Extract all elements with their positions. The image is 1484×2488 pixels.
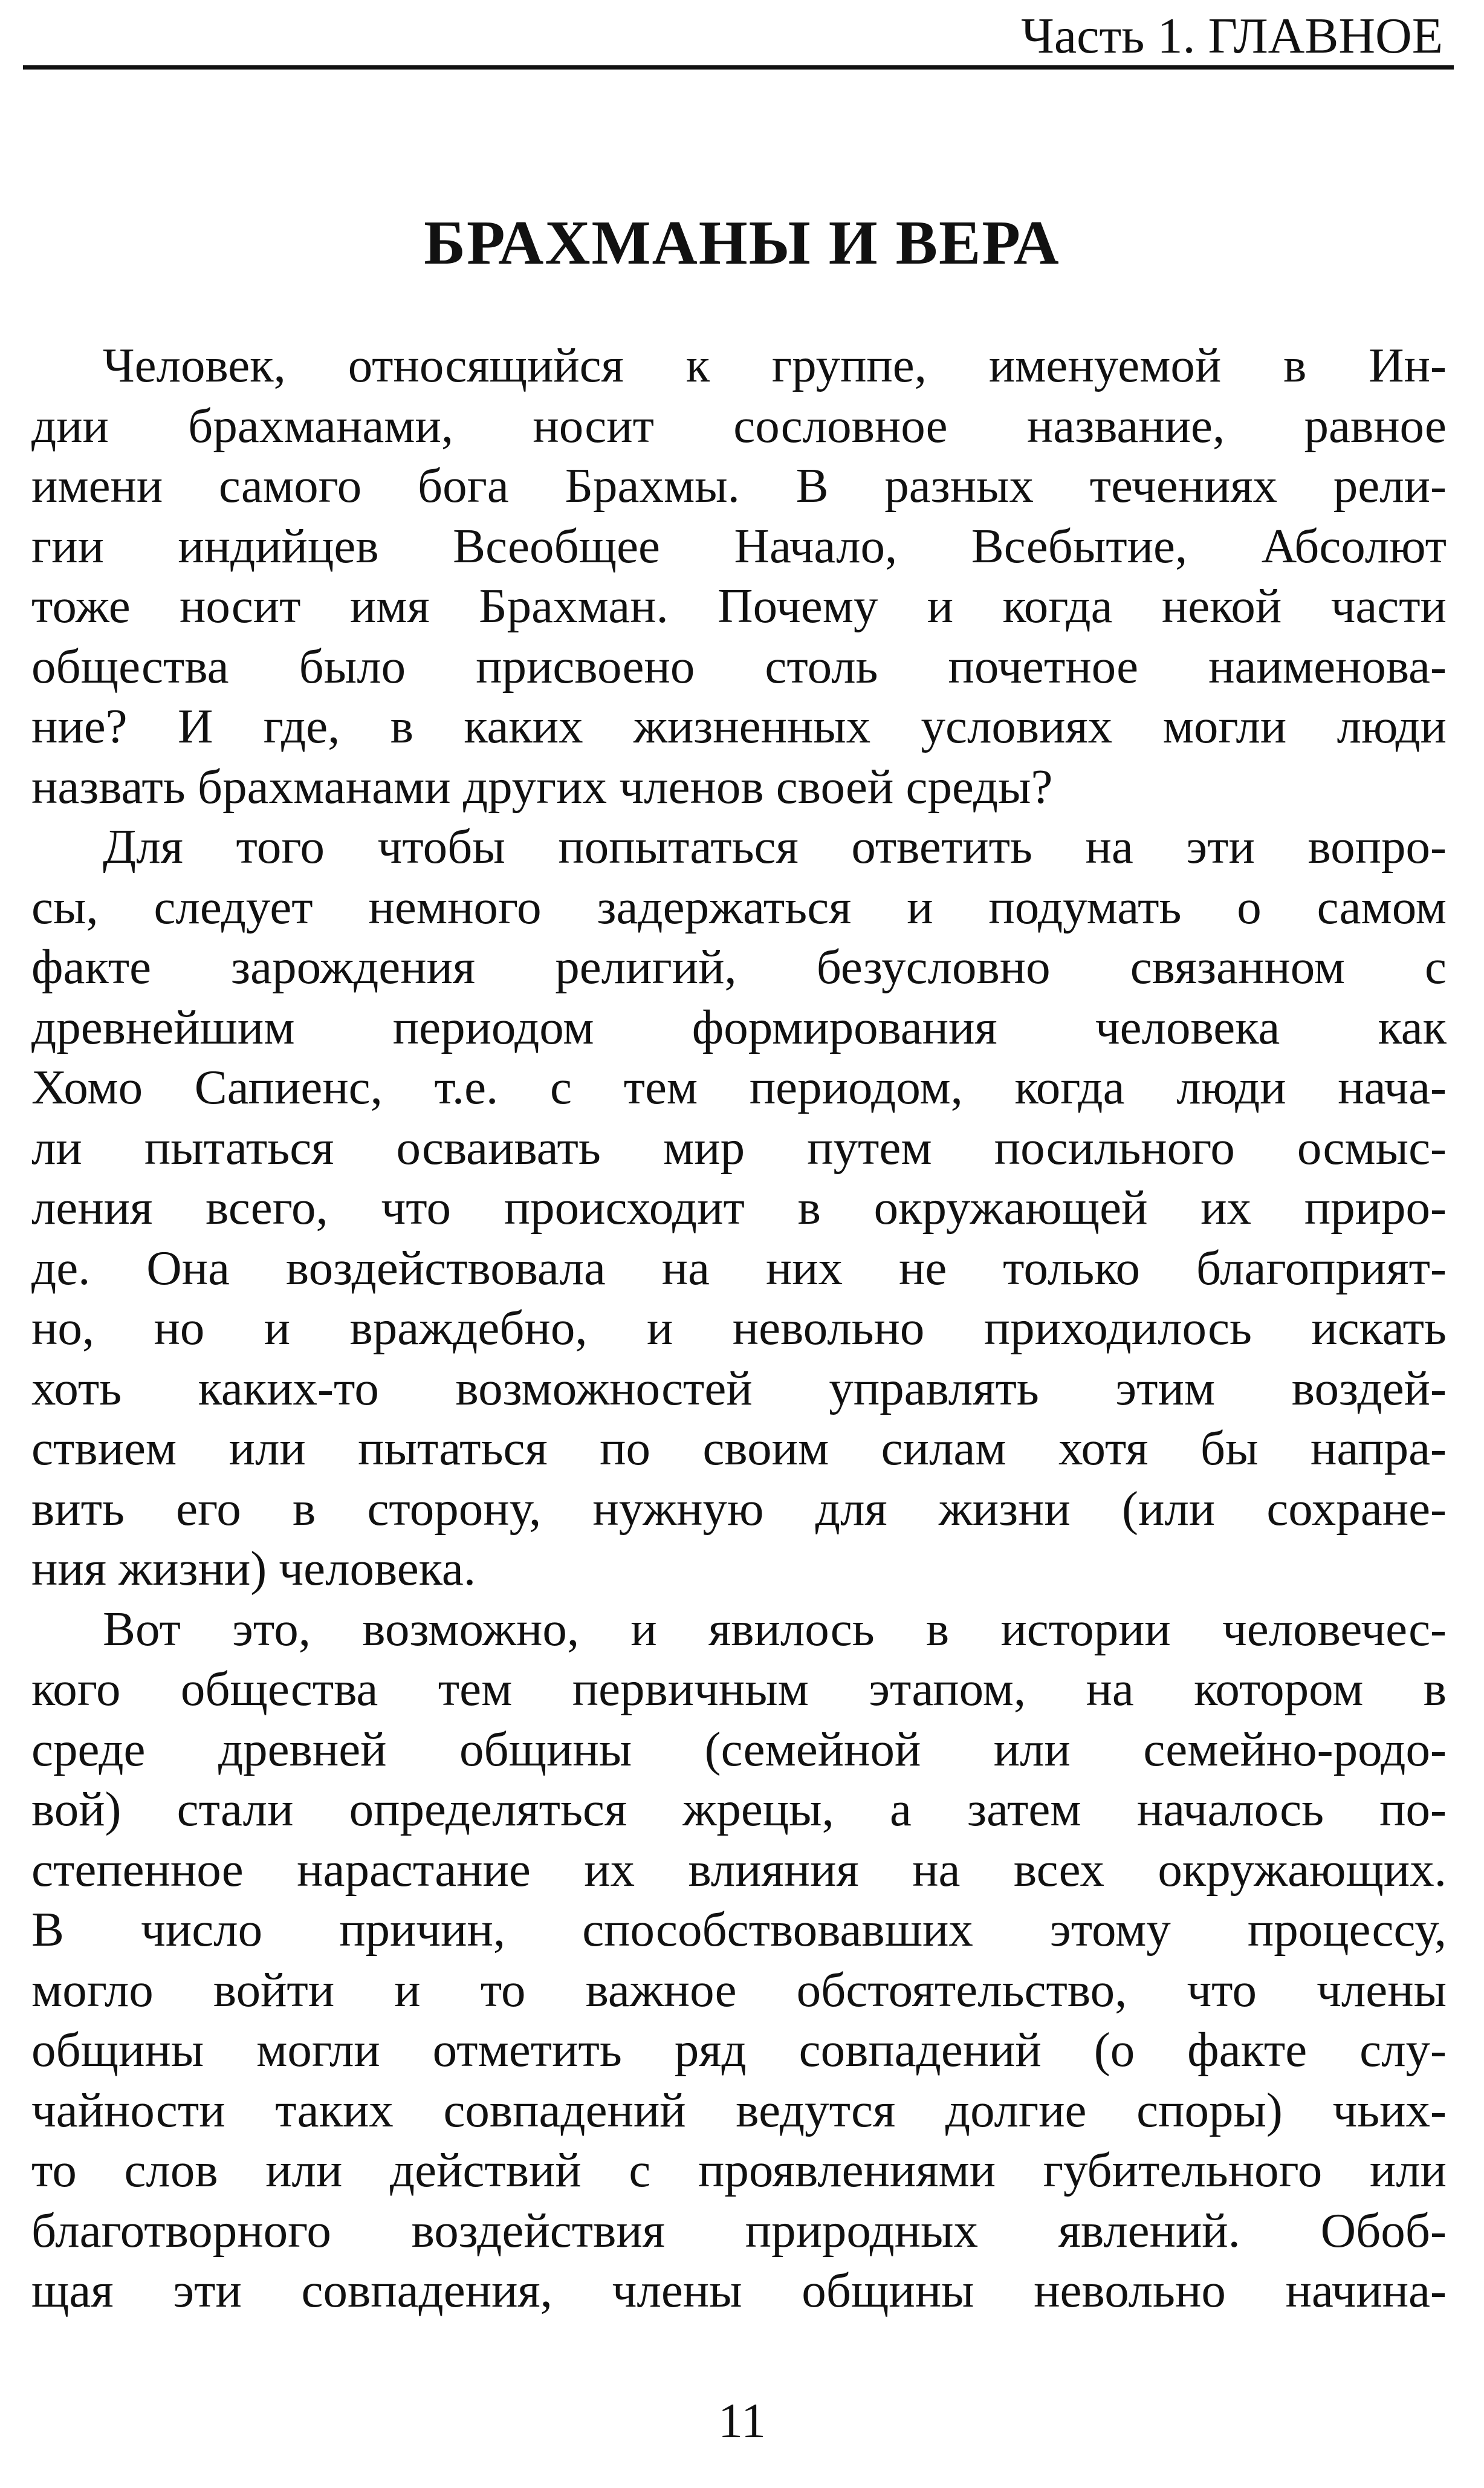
paragraph: [31, 336, 1447, 817]
body-text: [31, 336, 1447, 2321]
text-line: благотворного воздействия природных явлений. Обоб-: [31, 2203, 1447, 2258]
text-line: дии брахманами, носит сословное название, равное: [31, 398, 1447, 453]
text-line: де. Она воздействовала на них не только благоприят-: [31, 1240, 1447, 1295]
text-line: назвать брахманами других членов своей среды?: [31, 759, 1053, 814]
text-line: ния жизни) человека.: [31, 1541, 476, 1596]
text-line: среде древней общины (семейной или семейно-родо-: [31, 1721, 1447, 1776]
text-line: ли пытаться осваивать мир путем посильного осмыс-: [31, 1120, 1447, 1175]
text-line: щая эти совпадения, члены общины невольно начина-: [31, 2263, 1447, 2317]
text-line: Хомо Сапиенс, т.е. с тем периодом, когда люди нача-: [31, 1060, 1447, 1114]
text-line: древнейшим периодом формирования человека как: [31, 999, 1447, 1054]
header-rule: [23, 65, 1454, 70]
text-line: могло войти и то важное обстоятельство, что члены: [31, 1962, 1447, 2017]
text-line: ления всего, что происходит в окружающей их приро-: [31, 1180, 1447, 1235]
text-line: чайности таких совпадений ведутся долгие споры) чьих-: [31, 2082, 1447, 2137]
paragraph: [31, 817, 1447, 1599]
text-line: кого общества тем первичным этапом, на котором в: [31, 1661, 1447, 1716]
text-line: степенное нарастание их влияния на всех окружающих.: [31, 1842, 1447, 1897]
paragraph: [31, 1599, 1447, 2321]
text-line: Человек, относящийся к группе, именуемой в Ин-: [103, 338, 1447, 392]
text-line: тоже носит имя Брахман. Почему и когда некой части: [31, 579, 1447, 633]
text-line: гии индийцев Всеобщее Начало, Всебытие, Абсолют: [31, 518, 1447, 573]
text-line: Вот это, возможно, и явилось в истории человечес-: [103, 1601, 1447, 1656]
text-line: факте зарождения религий, безусловно связанном с: [31, 940, 1447, 994]
text-line: то слов или действий с проявлениями губительного или: [31, 2143, 1447, 2197]
text-line: вой) стали определяться жрецы, а затем началось по-: [31, 1782, 1447, 1836]
text-line: но, но и враждебно, и невольно приходилось искать: [31, 1301, 1447, 1355]
text-line: вить его в сторону, нужную для жизни (или сохране-: [31, 1481, 1447, 1536]
text-line: В число причин, способствовавших этому процессу,: [31, 1902, 1447, 1957]
running-head: Часть 1. ГЛАВНОЕ: [1021, 8, 1443, 64]
text-line: общества было присвоено столь почетное наименова-: [31, 638, 1447, 693]
text-line: имени самого бога Брахмы. В разных течениях рели-: [31, 458, 1447, 513]
text-line: хоть каких-то возможностей управлять этим воздей-: [31, 1360, 1447, 1415]
text-line: Для того чтобы попытаться ответить на эти вопро-: [103, 819, 1447, 874]
text-line: ствием или пытаться по своим силам хотя бы напра-: [31, 1421, 1447, 1475]
text-line: сы, следует немного задержаться и подумать о самом: [31, 879, 1447, 934]
text-line: общины могли отметить ряд совпадений (о факте слу-: [31, 2022, 1447, 2077]
text-line: ние? И где, в каких жизненных условиях могли люди: [31, 699, 1447, 753]
chapter-title: БРАХМАНЫ И ВЕРА: [424, 208, 1060, 278]
page-number: 11: [718, 2393, 766, 2448]
